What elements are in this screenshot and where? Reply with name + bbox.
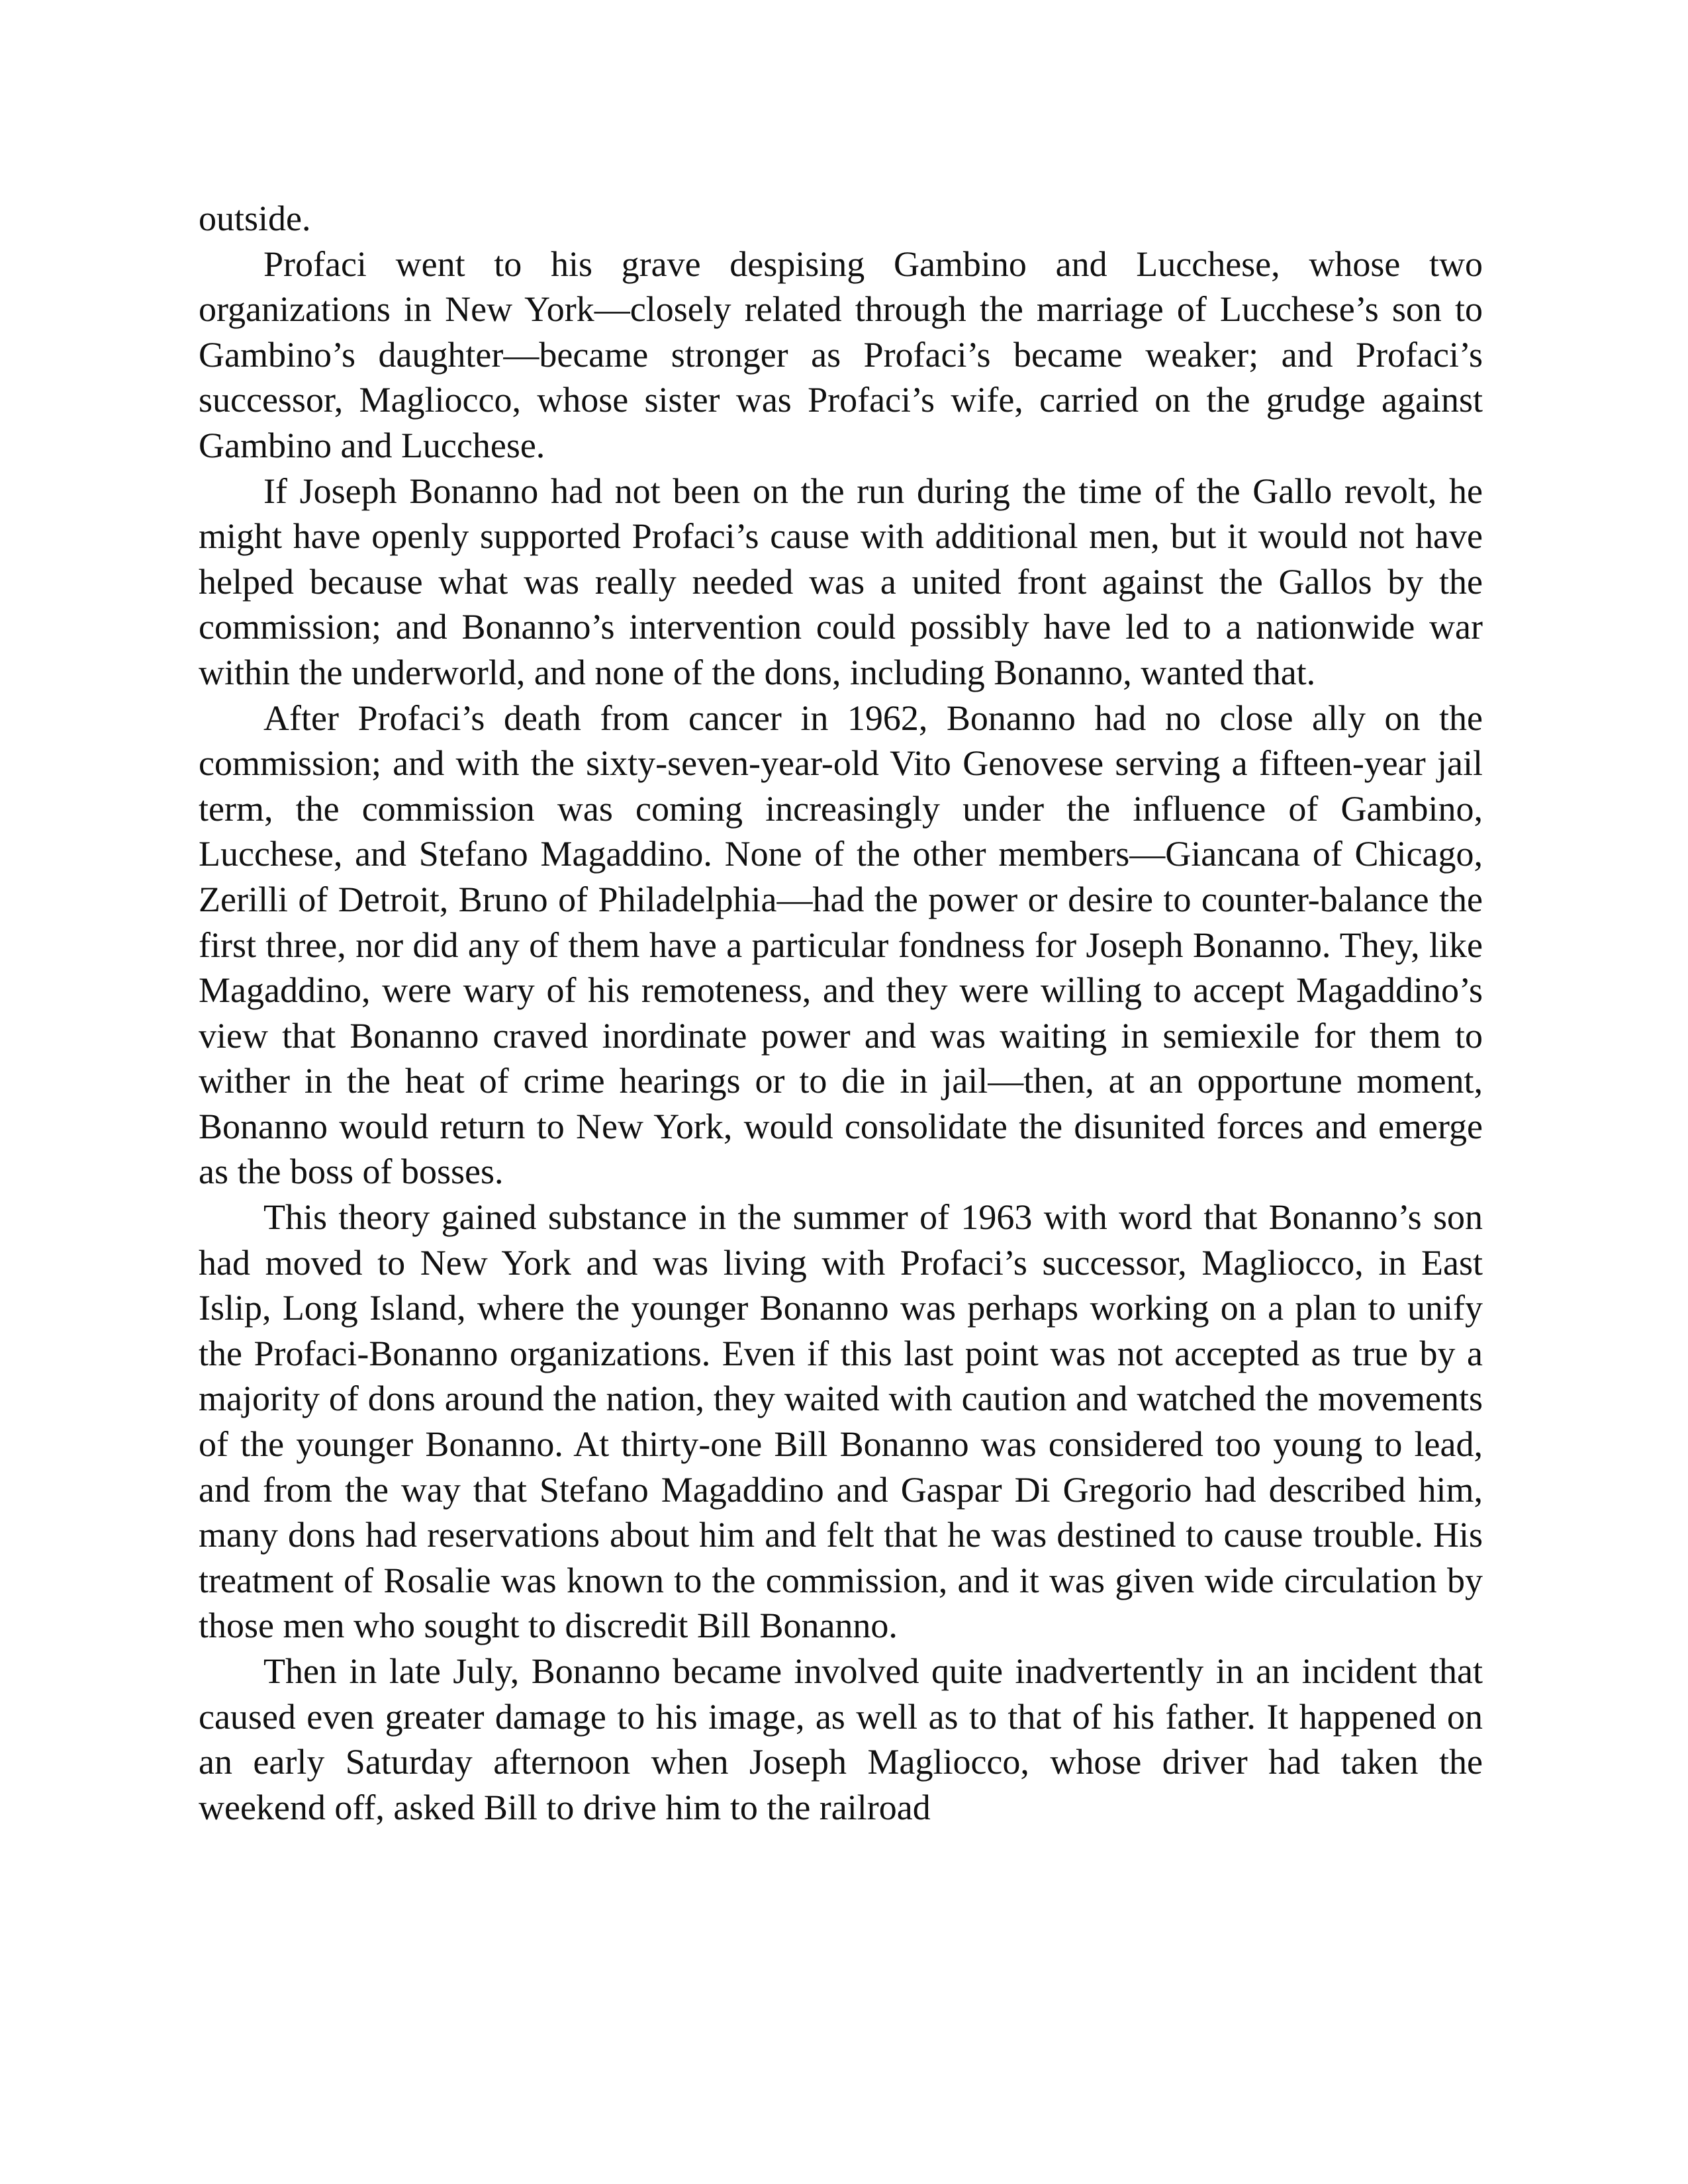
paragraph-theory-substance: This theory gained substance in the summer of 1963 with word that Bonanno’s son had moved to New York and was living with Profaci’s successor, Magliocco, in East Islip, Long Island, where the younger Bonanno was perhaps working on a plan to unify the Profaci-Bonanno organizations. Even if this last point was not accepted as true by a majority of dons around the nation, they waited with caution and watched the movements of the younger Bonanno. At thirty-one Bill Bonanno was considered too young to lead, and from the way that Stefano Magaddino and Gaspar Di Gregorio had described him, many dons had reservations about him and felt that he was destined to cause trouble. His treatment of Rosalie was known to the commission, and it was given wide circulation by those men who sought to discredit Bill Bonanno. [199, 1197, 1483, 1646]
body-text [199, 196, 1483, 1830]
paragraph-bonanno-on-the-run: If Joseph Bonanno had not been on the run during the time of the Gallo revolt, he might have openly supported Profaci’s cause with additional men, but it would not have helped because what was really needed was a united front against the Gallos by the commission; and Bonanno’s intervention could possibly have led to a nationwide war within the underworld, and none of the dons, including Bonanno, wanted that. [199, 471, 1483, 692]
paragraph-profaci-grave: Profaci went to his grave despising Gambino and Lucchese, whose two organizations in New York—closely related through the marriage of Lucchese’s son to Gambino’s daughter—became stronger as Profaci’s became weaker; and Profaci’s successor, Magliocco, whose sister was Profaci’s wife, carried on the grudge against Gambino and Lucchese. [199, 244, 1483, 465]
paragraph-profaci-death: After Profaci’s death from cancer in 1962, Bonanno had no close ally on the commission; and with the sixty-seven-year-old Vito Genovese serving a fifteen-year jail term, the commission was coming increasingly under the influence of Gambino, Lucchese, and Stefano Magaddino. None of the other members—Giancana of Chicago, Zerilli of Detroit, Bruno of Philadelphia—had the power or desire to counter-balance the first three, nor did any of them have a particular fondness for Joseph Bonanno. They, like Magaddino, were wary of his remoteness, and they were willing to accept Magaddino’s view that Bonanno craved inordinate power and was waiting in semiexile for them to wither in the heat of crime hearings or to die in jail—then, at an opportune moment, Bonanno would return to New York, would consolidate the disunited forces and emerge as the boss of bosses. [199, 698, 1483, 1192]
paragraph-continuation: outside. [199, 199, 311, 238]
paragraph-late-july-incident: Then in late July, Bonanno became involved quite inadvertently in an incident that caused even greater damage to his image, as well as to that of his father. It happened on an early Saturday afternoon when Joseph Magliocco, whose driver had taken the weekend off, asked Bill to drive him to the railroad [199, 1651, 1483, 1827]
